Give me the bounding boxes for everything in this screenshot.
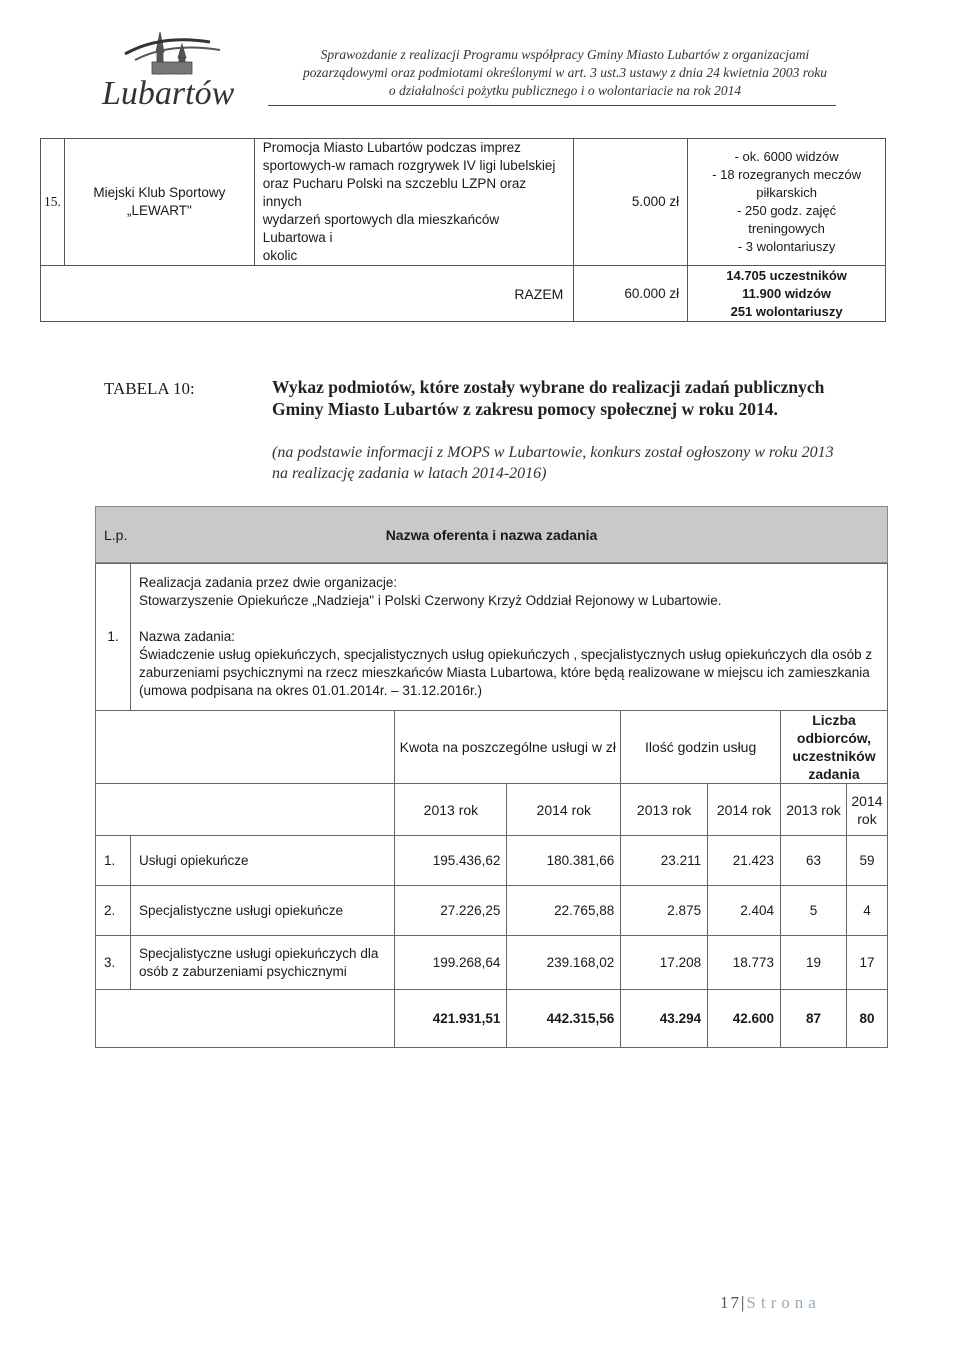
value-cell: 239.168,02 (507, 936, 621, 990)
table-row (96, 886, 888, 936)
header-line-2: pozarządowymi oraz podmiotami określonymi w art. 3 ust.3 ustawy z dnia 24 kwietnia 2003 roku (302, 65, 827, 80)
total-row (41, 266, 886, 322)
year-header: 2013 rok (395, 784, 507, 836)
org-names: Stowarzyszenie Opiekuńcze „Nadzieja" i Polski Czerwony Krzyż Oddział Rejonowy w Lubartowie. (138, 593, 722, 608)
table-row (96, 936, 888, 990)
task-description (254, 139, 574, 266)
value-cell: 2.404 (708, 886, 781, 936)
task-label: Nazwa zadania: (138, 629, 236, 644)
service-name: Specjalistyczne usługi opiekuńczych dla osób z zaburzeniami psychicznymi (130, 936, 395, 990)
totals-row (96, 990, 888, 1048)
service-name: Specjalistyczne usługi opiekuńcze (130, 886, 395, 936)
total-label: RAZEM (41, 266, 574, 322)
result-line: piłkarskich (756, 185, 817, 200)
header-line-3: o działalności pożytku publicznego i o wolontariacie na rok 2014 (388, 83, 742, 98)
blank-cell (96, 711, 395, 784)
header-line-1: Sprawozdanie z realizacji Programu współpracy Gminy Miasto Lubartów z organizacjami (320, 47, 810, 62)
organizations-table-continued (40, 138, 886, 322)
desc-line: Promocja Miasto Lubartów podczas imprez (262, 140, 521, 155)
table-caption-subtitle: (na podstawie informacji z MOPS w Lubartowie, konkurs został ogłoszony w roku 2013 na realizację zadania w latach 2014-2016) (272, 444, 834, 482)
year-header: 2013 rok (621, 784, 708, 836)
document-header (260, 46, 870, 100)
blank-cell (96, 990, 395, 1048)
total-results (688, 266, 886, 322)
value-cell: 23.211 (621, 836, 708, 886)
total-cell: 421.931,51 (395, 990, 507, 1048)
table-caption-title: Wykaz podmiotów, które zostały wybrane do realizacji zadań publicznych Gminy Miasto Lubartów z zakresu pomocy społecznej w roku 2014. (272, 377, 825, 419)
table-caption-label: TABELA 10: (104, 379, 195, 398)
total-cell: 442.315,56 (507, 990, 621, 1048)
entry-description (130, 564, 887, 711)
result-line: 14.705 uczestników (726, 267, 847, 283)
table-header (95, 506, 888, 563)
row-number: 15. (41, 139, 65, 266)
table-row (41, 139, 886, 266)
result-line: 251 wolontariuszy (730, 303, 843, 319)
row-number: 2. (96, 886, 131, 936)
total-cell: 42.600 (708, 990, 781, 1048)
page-separator: | (741, 1293, 747, 1312)
organization-name (64, 139, 254, 266)
year-header: 2014 rok (846, 784, 887, 836)
value-cell: 22.765,88 (507, 886, 621, 936)
value-cell: 180.381,66 (507, 836, 621, 886)
grant-amount: 5.000 zł (574, 139, 688, 266)
value-cell: 63 (781, 836, 847, 886)
desc-line: oraz Pucharu Polski na szczeblu LZPN oraz innych (262, 176, 527, 209)
page-number (720, 1293, 821, 1313)
total-cell: 80 (846, 990, 887, 1048)
row-number: 1. (96, 836, 131, 886)
page-word: Strona (746, 1293, 821, 1312)
hours-group-header: Ilość godzin usług (621, 711, 781, 784)
group-header-row (96, 711, 888, 784)
entry-row (96, 564, 888, 711)
desc-line: wydarzeń sportowych dla mieszkańców Lubartowa i (262, 212, 500, 245)
value-cell: 199.268,64 (395, 936, 507, 990)
blank-cell (96, 784, 395, 836)
org-line: „LEWART" (126, 203, 192, 218)
org-intro: Realizacja zadania przez dwie organizacje: (138, 575, 398, 590)
lp-header: L.p. (104, 527, 128, 543)
table-row (96, 836, 888, 886)
result-line: - 250 godz. zajęć (737, 203, 837, 218)
task-text: Świadczenie usług opiekuńczych, specjalistycznych usług opiekuńczych , specjalistycznych usług opiekuńczych dla osób z zaburzeniami psychicznymi na rzecz mieszkańców Miasta Lubartowa, które będą realizowane w miejscu ich zamieszkania (umowa podpisana na okres 01.01.2014r. – 31.12.2016r.) (138, 647, 873, 698)
value-cell: 195.436,62 (395, 836, 507, 886)
result-line: - ok. 6000 widzów (734, 149, 839, 164)
value-cell: 5 (781, 886, 847, 936)
result-line: treningowych (748, 221, 825, 236)
lubartow-logo (100, 22, 250, 110)
row-number: 3. (96, 936, 131, 990)
year-header: 2014 rok (507, 784, 621, 836)
value-cell: 17.208 (621, 936, 708, 990)
amount-group-header: Kwota na poszczególne usługi w zł (395, 711, 621, 784)
result-line: 11.900 widzów (742, 285, 832, 301)
logo-text: Lubartów (102, 75, 235, 110)
desc-line: okolic (262, 248, 298, 263)
offeror-header: Nazwa oferenta i nazwa zadania (385, 527, 598, 543)
result-line: - 3 wolontariuszy (737, 239, 836, 254)
task-results (688, 139, 886, 266)
recipients-group-header: Liczba odbiorców, uczestników zadania (781, 711, 888, 784)
page-number-value: 17 (720, 1293, 741, 1312)
value-cell: 18.773 (708, 936, 781, 990)
value-cell: 4 (846, 886, 887, 936)
year-header: 2013 rok (781, 784, 847, 836)
result-line: - 18 rozegranych meczów (712, 167, 862, 182)
value-cell: 27.226,25 (395, 886, 507, 936)
entry-number: 1. (96, 564, 131, 711)
value-cell: 17 (846, 936, 887, 990)
value-cell: 2.875 (621, 886, 708, 936)
header-rule (268, 105, 836, 106)
year-header-row (96, 784, 888, 836)
total-amount: 60.000 zł (574, 266, 688, 322)
org-line: Miejski Klub Sportowy (93, 185, 226, 200)
year-header: 2014 rok (708, 784, 781, 836)
value-cell: 19 (781, 936, 847, 990)
value-cell: 21.423 (708, 836, 781, 886)
desc-line: sportowych-w ramach rozgrywek IV ligi lubelskiej (262, 158, 556, 173)
social-aid-table (95, 563, 888, 1048)
total-cell: 87 (781, 990, 847, 1048)
service-name: Usługi opiekuńcze (130, 836, 395, 886)
value-cell: 59 (846, 836, 887, 886)
total-cell: 43.294 (621, 990, 708, 1048)
